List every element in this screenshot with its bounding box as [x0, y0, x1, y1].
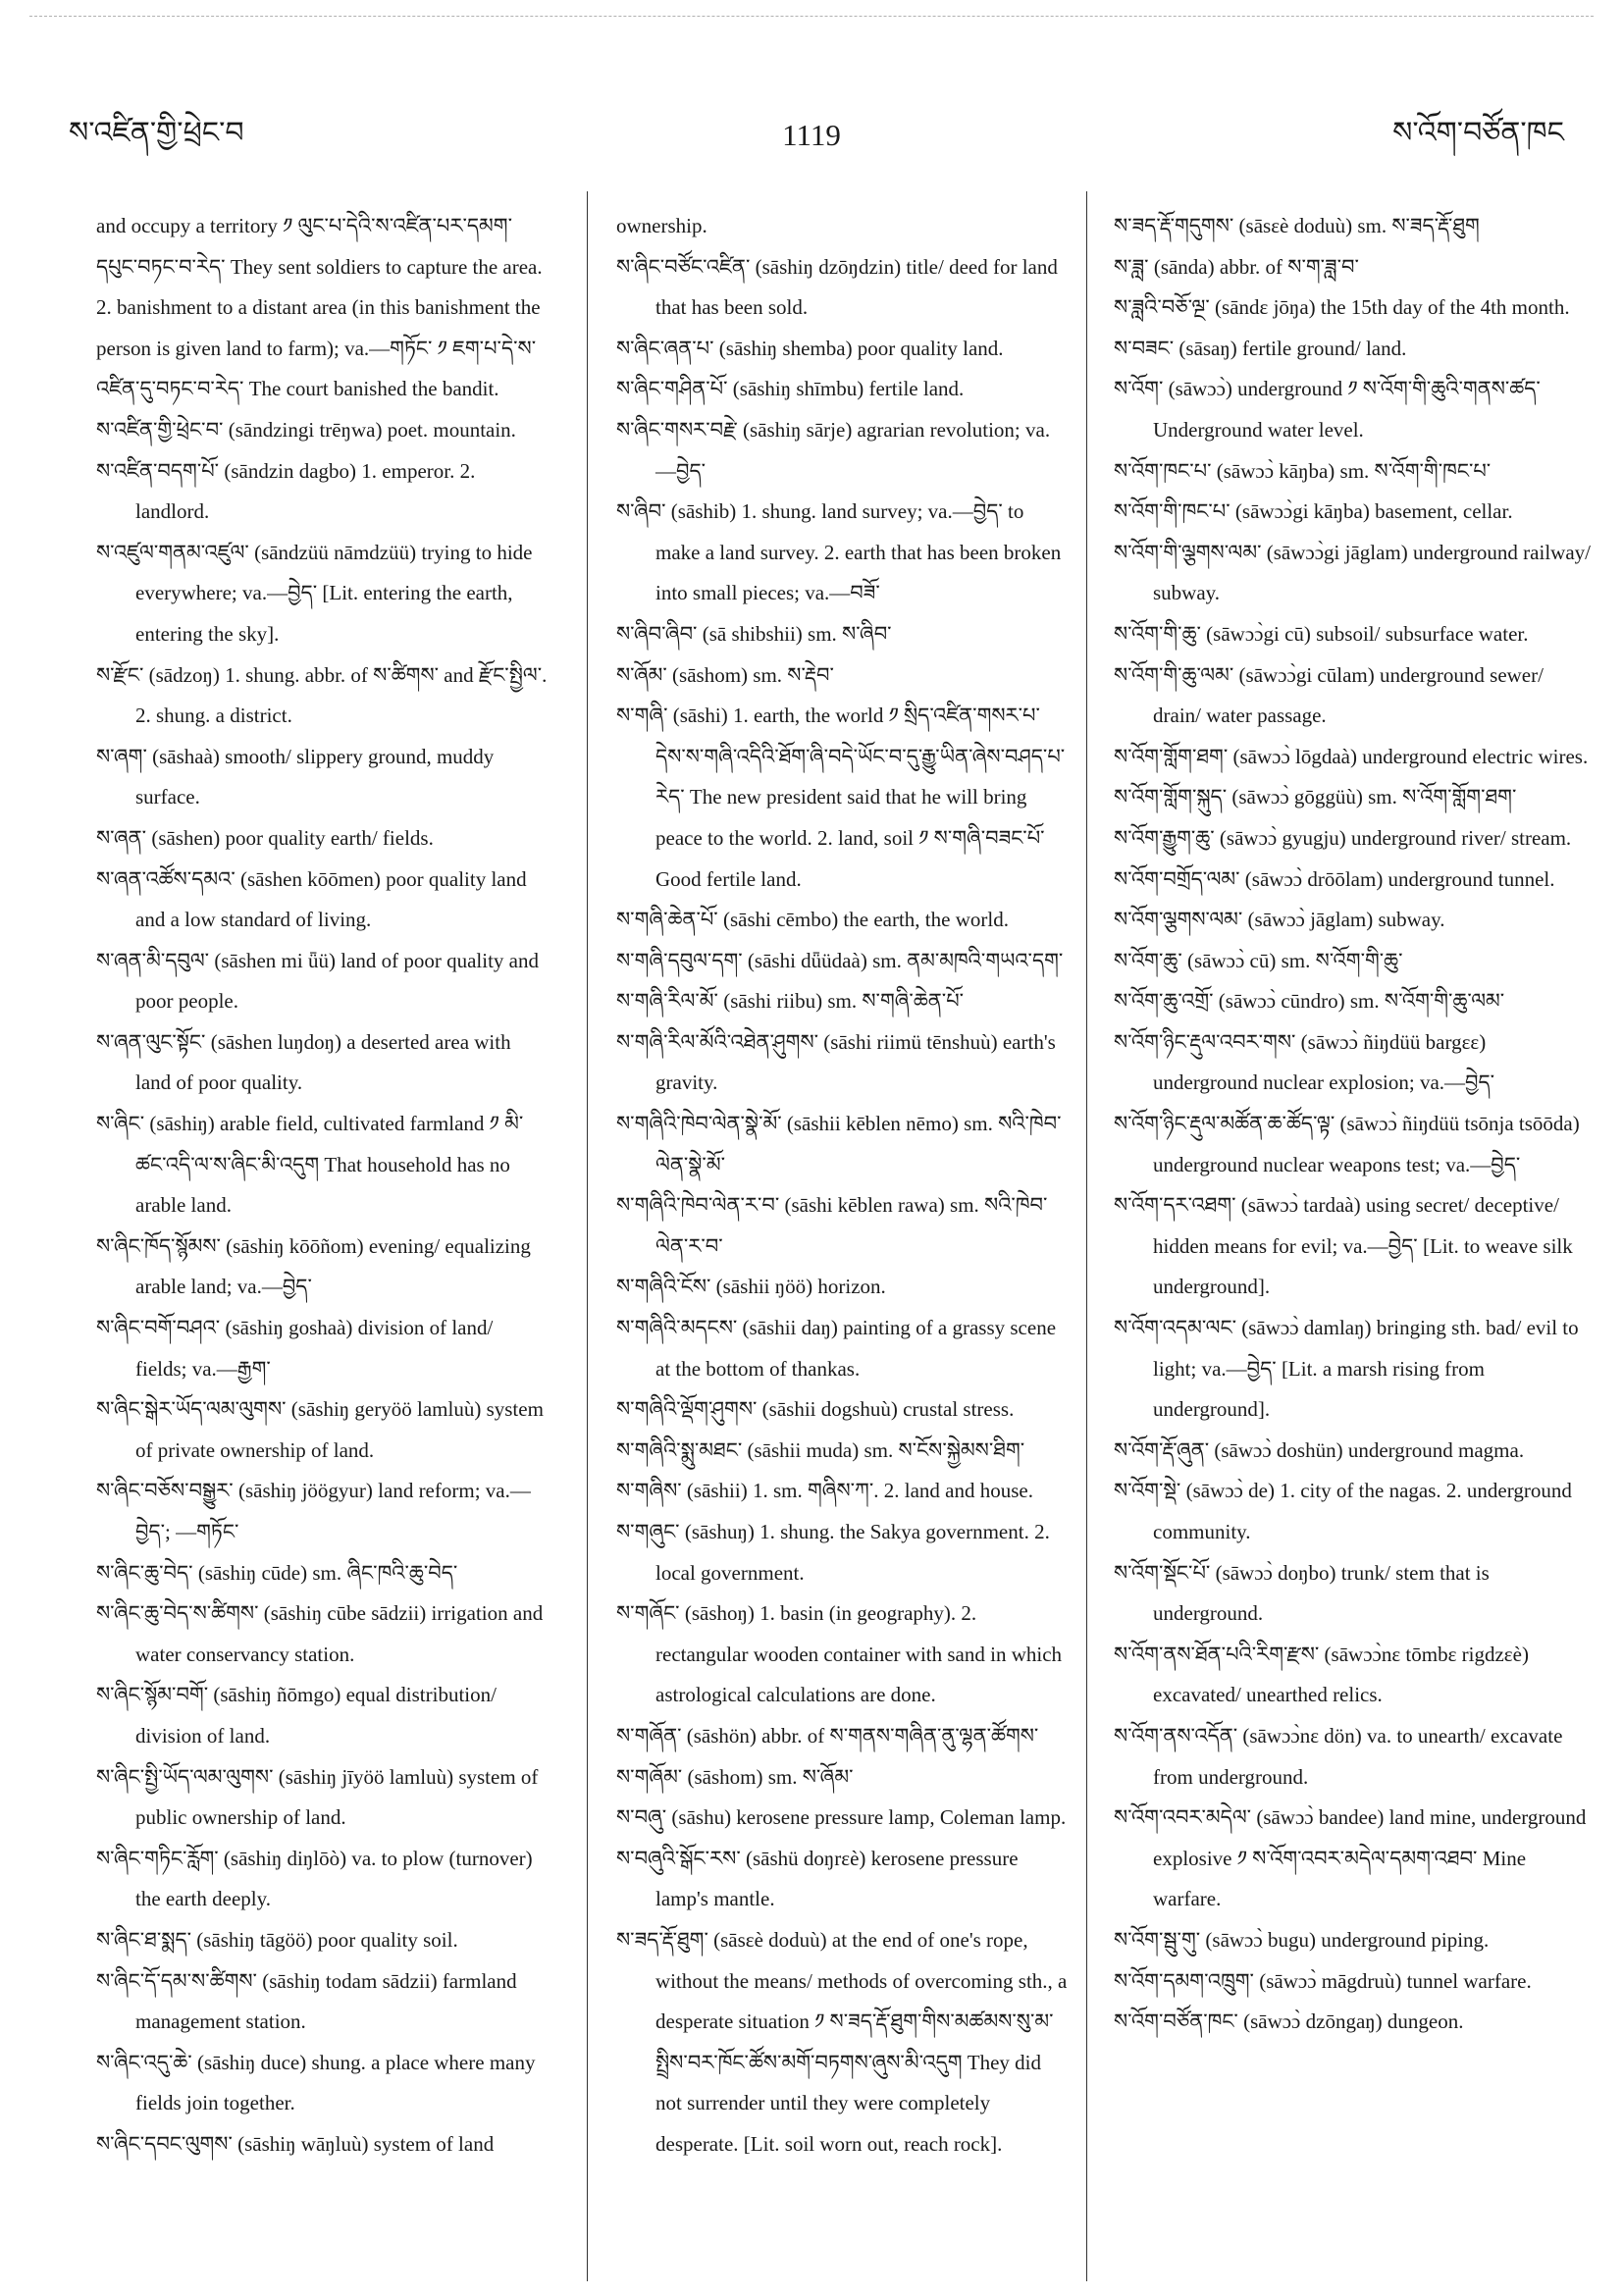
- dictionary-entry: ས་རྫོང་ (sādzoŋ) 1. shung. abbr. of ས་ཚིགས་ and རྫོང་སྤྱིལ་. 2. shung. a district.: [96, 662, 548, 728]
- dictionary-entry: ས་འོག་སྦུ་གུ་ (sāwɔɔ̀ bugu) underground piping.: [1114, 1927, 1490, 1952]
- dictionary-entry: ས་ཞིང་སྤྱི་ཡོད་ལམ་ལུགས་ (sāshiŋ jīyöö lamluù) system of public ownership of land.: [96, 1764, 539, 1830]
- dictionary-entry: ས་གཞི་རིལ་མོའི་འཐེན་ཤུགས་ (sāshi riimü tēnshuù) earth's gravity.: [616, 1029, 1056, 1095]
- dictionary-entry: ས་ཞན་འཚོས་དམའ་ (sāshen kōōmen) poor quality land and a low standard of living.: [96, 866, 527, 932]
- top-scan-rule: [29, 16, 1594, 17]
- dictionary-entry: ས་ཞིང་ཐ་སྨད་ (sāshiŋ tāgöö) poor quality soil.: [96, 1927, 458, 1952]
- left-running-headword: ས་འཛིན་གྱི་ཕྲེང་བ: [69, 117, 244, 149]
- dictionary-entry: ས་ཞིང་དབང་ལུགས་ (sāshiŋ wāŋluù) system of land: [96, 2131, 495, 2156]
- dictionary-entry: ownership.: [616, 214, 707, 237]
- dictionary-entry: ས་ཞག་ (sāshaà) smooth/ slippery ground, muddy surface.: [96, 744, 495, 809]
- dictionary-entry: ས་འོག་ལྕགས་ལམ་ (sāwɔɔ̀ jāglam) subway.: [1114, 908, 1445, 932]
- dictionary-entry: ས་ཞན་ལུང་སྟོང་ (sāshen luŋdoŋ) a deserted area with land of poor quality.: [96, 1029, 511, 1095]
- right-running-headword: ས་འོག་བཙོན་ཁང: [1392, 117, 1564, 149]
- dictionary-entry: ས་གཞིའི་ངོས་ (sāshii ŋöö) horizon.: [616, 1275, 886, 1299]
- dictionary-entry: ས་འོག་གི་ཆུ་ལམ་ (sāwɔɔ̀gi cūlam) underground sewer/ drain/ water passage.: [1114, 662, 1544, 728]
- dictionary-entry: ས་ཟད་རྡོ་ཐུག་ (sāsεè doduù) at the end of one's rope, without the means/ methods of overcoming sth., a desperate situation ༡ ས་ཟད་རྡོ་ཐུག་གིས་མཚམས་སུ་མ་སྤྲིས་བར་ཁོང་ཚོས་མགོ་བཏགས་ཞུས་མི་འདུག They did not surrender until they were completely desperate. [Lit. soil worn out, reach rock].: [616, 1927, 1068, 2156]
- dictionary-entry: ས་ཞིང་དོ་དམ་ས་ཚིགས་ (sāshiŋ todam sādzii) farmland management station.: [96, 1968, 517, 2034]
- dictionary-entry: ས་བཞུ་ (sāshu) kerosene pressure lamp, Coleman lamp.: [616, 1805, 1067, 1830]
- dictionary-entry: ས་ཞིང་གསར་བརྗེ་ (sāshiŋ sārje) agrarian revolution; va.—བྱེད་: [616, 417, 1051, 483]
- dictionary-entry: ས་བཟང་ (sāsaŋ) fertile ground/ land.: [1114, 336, 1407, 360]
- dictionary-entry: ས་འཛུལ་གནམ་འཛུལ་ (sāndzüü nāmdzüü) trying to hide everywhere; va.—བྱེད་ [Lit. entering the earth, entering the sky].: [96, 540, 533, 646]
- dictionary-entry: ས་འོག་ཆུ་ (sāwɔɔ̀ cū) sm. ས་འོག་གི་ཆུ་: [1114, 948, 1403, 972]
- dictionary-entry: ས་འོག་འབར་མདེལ་ (sāwɔɔ̀ bandee) land mine, underground explosive ༡ ས་འོག་འབར་མདེལ་དམག་འཐབ་ Mine warfare.: [1114, 1805, 1587, 1911]
- column-2: [616, 206, 1068, 2276]
- dictionary-entry: ས་ཞིང་འདུ་ཆེ་ (sāshiŋ duce) shung. a place where many fields join together.: [96, 2050, 536, 2115]
- dictionary-entry: ས་འོག་རྒྱུག་ཆུ་ (sāwɔɔ̀ gyugju) underground river/ stream.: [1114, 825, 1572, 850]
- dictionary-entry: ས་ཞིང་ཆུ་བེད་ (sāshiŋ cūde) sm. ཞིང་ཁའི་ཆུ་བེད་: [96, 1560, 458, 1585]
- dictionary-entry: ས་ཞིང་ཆུ་བེད་ས་ཚིགས་ (sāshiŋ cūbe sādzii) irrigation and water conservancy station.: [96, 1601, 544, 1666]
- dictionary-entry: ས་འོག་གློག་ཐག་ (sāwɔɔ̀ lōgdaà) underground electric wires.: [1114, 744, 1589, 768]
- column-divider-2: [1086, 191, 1087, 2281]
- dictionary-entry: ས་འོག་འདམ་ལང་ (sāwɔɔ̀ damlaŋ) bringing sth. bad/ evil to light; va.—བྱེད་ [Lit. a marsh rising from underground].: [1114, 1316, 1579, 1422]
- dictionary-entry: ས་འོག་དར་འཐག་ (sāwɔɔ̀ tardaà) using secret/ deceptive/ hidden means for evil; va.—བྱེད་ [Lit. to weave silk underground].: [1114, 1193, 1573, 1299]
- dictionary-entry: ས་ཞིང་བཙོང་འཛིན་ (sāshiŋ dzōŋdzin) title/ deed for land that has been sold.: [616, 254, 1058, 320]
- dictionary-entry: ས་གཞི་ (sāshi) 1. earth, the world ༡ སྲིད་འཛིན་གསར་པ་དེས་ས་གཞི་འདིའི་ཐོག་ཞི་བདེ་ཡོང་བ་དུ་རྒྱུ་ཡིན་ཞེས་བཤད་པ་རེད་ The new president said that he will bring peace to the world. 2. land, soil ༡ ས་གཞི་བཟང་པོ་ Good fertile land.: [616, 704, 1066, 891]
- dictionary-entry: ས་ཞིབ་ (sāshib) 1. shung. land survey; va.—བྱེད་ to make a land survey. 2. earth that has been broken into small pieces; va.—བཟོ་: [616, 499, 1062, 605]
- dictionary-entry: ས་གཞུང་ (sāshuŋ) 1. shung. the Sakya government. 2. local government.: [616, 1520, 1050, 1585]
- dictionary-entry: ས་འོག་རྡོ་ཞུན་ (sāwɔɔ̀ doshün) underground magma.: [1114, 1437, 1525, 1462]
- dictionary-entry: ས་གཞོམ་ (sāshom) sm. ས་ཞོམ་: [616, 1764, 854, 1789]
- dictionary-entry: ས་འོག་ཉིང་རྡུལ་མཚོན་ཆ་ཚོད་ལྟ་ (sāwɔɔ̀ ñiŋdüü tsōnja tsōōda) underground nuclear weapons test; va.—བྱེད་: [1114, 1112, 1580, 1176]
- dictionary-entry: ས་འོག་ཉིང་རྡུལ་འབར་གས་ (sāwɔɔ̀ ñiŋdüü bargεε) underground nuclear explosion; va.—བྱེད་: [1114, 1029, 1495, 1095]
- dictionary-entry: ས་འོག་ (sāwɔɔ̀) underground ༡ ས་འོག་གི་ཆུའི་གནས་ཚད་ Underground water level.: [1114, 377, 1541, 442]
- dictionary-entry: ས་གཞི་རིལ་མོ་ (sāshi riibu) sm. ས་གཞི་ཆེན་པོ་: [616, 989, 965, 1014]
- dictionary-entry: ས་ཞན་མི་དབུལ་ (sāshen mi ǖü) land of poor quality and poor people.: [96, 948, 540, 1014]
- dictionary-entry: ས་འོག་དམག་འཁྲུག་ (sāwɔɔ̀ māgdruù) tunnel warfare.: [1114, 1968, 1532, 1993]
- dictionary-entry: and occupy a territory ༡ ལུང་པ་དེའི་ས་འཛིན་པར་དམག་དཔུང་བཏང་བ་རེད་ They sent soldiers to capture the area. 2. banishment to a distant area (in this banishment the person is given land to farm); va.—གཏོང་ ༡ ཇག་པ་དེ་ས་འཛིན་དུ་བཏང་བ་རེད་ The court banished the bandit.: [96, 214, 543, 401]
- dictionary-entry: ས་གཞི་ཆེན་པོ་ (sāshi cēmbo) the earth, the world.: [616, 908, 1009, 932]
- dictionary-entry: ས་ཞིང་གཏིང་རློག་ (sāshiŋ diŋlōò) va. to plow (turnover) the earth deeply.: [96, 1846, 533, 1911]
- dictionary-entry: ས་ཞིང་ཞན་པ་ (sāshiŋ shemba) poor quality land.: [616, 336, 1004, 360]
- dictionary-entry: ས་འོག་གི་ཁང་པ་ (sāwɔɔ̀gi kāŋba) basement, cellar.: [1114, 499, 1513, 524]
- dictionary-entry: ས་འོག་གློག་སྐུད་ (sāwɔɔ̀ gōggüù) sm. ས་འོག་གློག་ཐག་: [1114, 785, 1517, 809]
- dictionary-entry: ས་གཞིའི་སྨུ་མཐང་ (sāshii muda) sm. ས་ངོས་སྐྱེམས་ཐིག་: [616, 1437, 1025, 1462]
- dictionary-entry: ས་འོག་བཙོན་ཁང་ (sāwɔɔ̀ dzōngaŋ) dungeon.: [1114, 2009, 1464, 2034]
- dictionary-entry: ས་གཞོན་ (sāshön) abbr. of ས་གནས་གཞིན་ནུ་ལྷན་ཚོགས་: [616, 1723, 1039, 1748]
- dictionary-entry: ས་འོག་ཁང་པ་ (sāwɔɔ̀ kāŋba) sm. ས་འོག་གི་ཁང་པ་: [1114, 458, 1492, 483]
- dictionary-entry: ས་འཛིན་བདག་པོ་ (sāndzin dagbo) 1. emperor. 2. landlord.: [96, 458, 476, 524]
- dictionary-entry: ས་འཛིན་གྱི་ཕྲེང་བ་ (sāndzingi trēŋwa) poet. mountain.: [96, 417, 516, 442]
- dictionary-entry: ས་ཞོམ་ (sāshom) sm. ས་རྡེབ་: [616, 662, 834, 687]
- dictionary-entry: ས་ཞིང་ (sāshiŋ) arable field, cultivated farmland ༡ མི་ཚང་འདི་ལ་ས་ཞིང་མི་འདུག That household has no arable land.: [96, 1112, 524, 1218]
- dictionary-entry: ས་འོག་ཆུ་འགྲོ་ (sāwɔɔ̀ cūndro) sm. ས་འོག་གི་ཆུ་ལམ་: [1114, 989, 1505, 1014]
- dictionary-entry: ས་ཞིང་སྙོམ་བགོ་ (sāshiŋ ñōmgo) equal distribution/ division of land.: [96, 1683, 497, 1748]
- dictionary-entry: ས་ཞིང་བཅོས་བསྒྱུར་ (sāshiŋ jöögyur) land reform; va.—བྱེད་; —གཏོང་: [96, 1479, 531, 1543]
- dictionary-entry: ས་འོག་སྡོང་པོ་ (sāwɔɔ̀ doŋbo) trunk/ stem that is underground.: [1114, 1560, 1490, 1626]
- column-1: [96, 206, 550, 2276]
- dictionary-entry: ས་གཞིའི་ལྡོག་ཤུགས་ (sāshii dogshuù) crustal stress.: [616, 1397, 1015, 1422]
- dictionary-entry: ས་ཟླ་ (sānda) abbr. of ས་ག་ཟླ་བ་: [1114, 254, 1359, 279]
- dictionary-entry: ས་ཞིང་སྒེར་ཡོད་ལམ་ལུགས་ (sāshiŋ geryöö lamluù) system of private ownership of land.: [96, 1397, 544, 1462]
- dictionary-entry: ས་འོག་གི་ལྕགས་ལམ་ (sāwɔɔ̀gi jāglam) underground railway/ subway.: [1114, 540, 1591, 605]
- dictionary-entry: ས་ཟླའི་བཅོ་ལྔ་ (sāndε jōŋa) the 15th day of the 4th month.: [1114, 295, 1570, 320]
- dictionary-entry: ས་གཞིའི་ཁེབ་ལེན་སྣེ་མོ་ (sāshii kēblen nēmo) sm. སའི་ཁེབ་ལེན་སྣེ་མོ་: [616, 1112, 1062, 1176]
- dictionary-entry: ས་ཞིང་བགོ་བཤའ་ (sāshiŋ goshaà) division of land/ fields; va.—རྒྱག་: [96, 1316, 494, 1381]
- dictionary-entry: ས་གཞིའི་མདངས་ (sāshii daŋ) painting of a grassy scene at the bottom of thankas.: [616, 1316, 1057, 1381]
- dictionary-entry: ས་ཟད་རྡོ་གདུགས་ (sāsεè doduù) sm. ས་ཟད་རྡོ་ཐུག: [1114, 214, 1480, 237]
- dictionary-entry: ས་འོག་ནས་ཐོན་པའི་རིག་རྫས་ (sāwɔɔ̀nε tōmbε rigdzεè) excavated/ unearthed relics.: [1114, 1642, 1529, 1707]
- dictionary-entry: ས་འོག་བགྲོད་ལམ་ (sāwɔɔ̀ drōōlam) underground tunnel.: [1114, 866, 1555, 891]
- dictionary-entry: ས་གཞིས་ (sāshii) 1. sm. གཞིས་ཀ་. 2. land and house.: [616, 1479, 1033, 1503]
- dictionary-entry: ས་ཞིང་གཤིན་པོ་ (sāshiŋ shīmbu) fertile land.: [616, 377, 965, 401]
- dictionary-entry: ས་གཞི་དབུལ་དག་ (sāshi dǖüdaà) sm. ནམ་མཁའི་གཡའ་དག་: [616, 948, 1064, 972]
- dictionary-entry: ས་ཞིབ་ཞིབ་ (sā shibshii) sm. ས་ཞིབ་: [616, 621, 892, 646]
- dictionary-entry: ས་ཞན་ (sāshen) poor quality earth/ fields.: [96, 825, 434, 850]
- column-divider-1: [587, 191, 588, 2281]
- dictionary-entry: ས་འོག་ནས་འདོན་ (sāwɔɔ̀nε dön) va. to unearth/ excavate from underground.: [1114, 1723, 1563, 1789]
- dictionary-entry: ས་བཞུའི་སྒོང་རས་ (sāshü doŋrεè) kerosene pressure lamp's mantle.: [616, 1846, 1019, 1911]
- dictionary-entry: ས་གཞིའི་ཁེབ་ལེན་ར་བ་ (sāshi kēblen rawa) sm. སའི་ཁེབ་ལེན་ར་བ་: [616, 1193, 1048, 1258]
- page-number: 1119: [782, 118, 841, 152]
- dictionary-entry: ས་གཞོང་ (sāshoŋ) 1. basin (in geography). 2. rectangular wooden container with sand in which astrological calculations are done.: [616, 1601, 1063, 1707]
- dictionary-entry: ས་ཞིང་ཁོད་སྙོམས་ (sāshiŋ kōōñom) evening/ equalizing arable land; va.—བྱེད་: [96, 1233, 531, 1299]
- column-3: [1114, 206, 1595, 2276]
- dictionary-entry: ས་འོག་གི་ཆུ་ (sāwɔɔ̀gi cū) subsoil/ subsurface water.: [1114, 621, 1529, 646]
- dictionary-entry: ས་འོག་སྡེ་ (sāwɔɔ̀ de) 1. city of the nagas. 2. underground community.: [1114, 1479, 1572, 1543]
